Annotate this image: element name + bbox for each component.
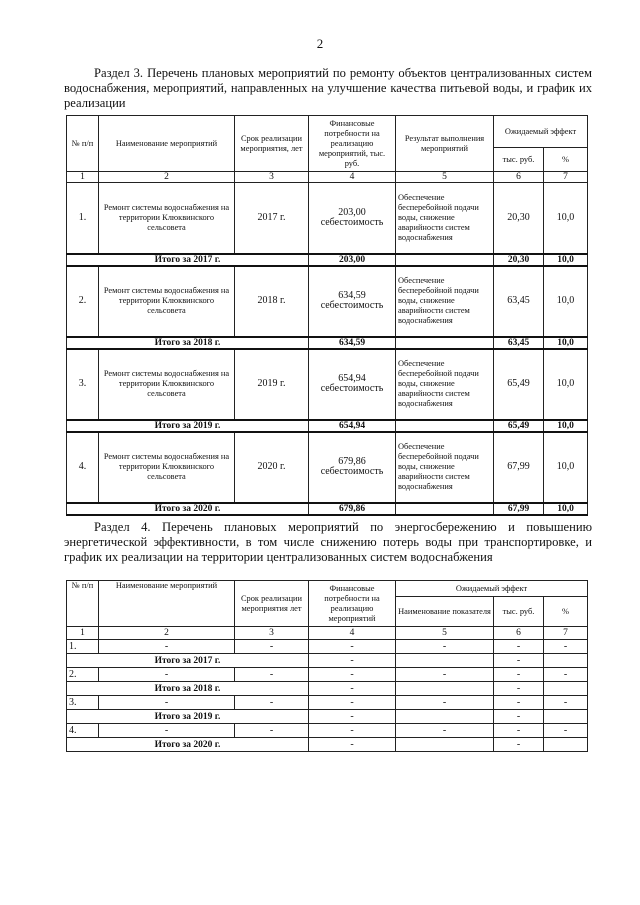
- total-cost: 679,86: [309, 503, 396, 515]
- total-cost: 654,94: [309, 420, 396, 432]
- col-number: 5: [396, 172, 494, 183]
- measure-result: Обеспечение бесперебойной подачи воды, снижение аварийности систем водоснабжения: [396, 432, 494, 503]
- measure-cost: 654,94 себестоимость: [309, 349, 396, 420]
- section3-title: [64, 66, 592, 111]
- section3-title-text: Раздел 3. Перечень плановых мероприятий по ремонту объектов централизованных систем водоснабжения, мероприятий, направленных на улучшение качества питьевой воды, и график их реализации: [64, 66, 592, 110]
- total-cost: -: [309, 738, 396, 752]
- total-blank: [396, 337, 494, 349]
- col-number: 5: [396, 627, 494, 640]
- measure-name: -: [99, 696, 235, 710]
- col-number: 3: [235, 627, 309, 640]
- total-rub: -: [494, 682, 544, 696]
- total-cost: 634,59: [309, 337, 396, 349]
- total-rub: 67,99: [494, 503, 544, 515]
- hdr-num: № п/п: [67, 581, 99, 627]
- page-number: 2: [316, 36, 324, 51]
- total-blank: [396, 682, 494, 696]
- measure-term: -: [235, 640, 309, 654]
- col-number: 7: [544, 172, 588, 183]
- indicator: -: [396, 724, 494, 738]
- measure-cost: -: [309, 668, 396, 682]
- effect-pct: 10,0: [544, 432, 588, 503]
- total-label: Итого за 2019 г.: [67, 710, 309, 724]
- total-pct: [544, 710, 588, 724]
- measure-cost: -: [309, 640, 396, 654]
- total-pct: [544, 654, 588, 668]
- col-number: 6: [494, 172, 544, 183]
- measure-name: -: [99, 668, 235, 682]
- effect-pct: -: [544, 668, 588, 682]
- total-row: [67, 710, 588, 724]
- hdr-effect-pct: %: [544, 597, 588, 627]
- col-number: 2: [99, 172, 235, 183]
- hdr-effect: Ожидаемый эффект: [494, 116, 588, 148]
- table-row: [67, 349, 588, 420]
- measure-year: 2018 г.: [235, 266, 309, 337]
- measure-year: 2020 г.: [235, 432, 309, 503]
- measure-cost: 634,59 себестоимость: [309, 266, 396, 337]
- total-row: [67, 654, 588, 668]
- row-number: 1.: [67, 183, 99, 254]
- measure-term: -: [235, 696, 309, 710]
- total-row: [67, 337, 588, 349]
- row-number: 4.: [67, 432, 99, 503]
- measure-year: 2017 г.: [235, 183, 309, 254]
- total-blank: [396, 710, 494, 724]
- hdr-name: Наименование мероприятий: [99, 581, 235, 627]
- row-number: 4.: [67, 724, 99, 738]
- measure-year: 2019 г.: [235, 349, 309, 420]
- effect-rub: -: [494, 724, 544, 738]
- measure-term: -: [235, 724, 309, 738]
- hdr-term: Срок реализации мероприятия лет: [235, 581, 309, 627]
- effect-pct: 10,0: [544, 266, 588, 337]
- measure-cost: 679,86 себестоимость: [309, 432, 396, 503]
- section4-title: [64, 520, 592, 565]
- total-blank: [396, 738, 494, 752]
- total-row: [67, 738, 588, 752]
- total-cost: -: [309, 682, 396, 696]
- total-label: Итого за 2020 г.: [67, 738, 309, 752]
- total-cost: 203,00: [309, 254, 396, 266]
- table-row: [67, 640, 588, 654]
- hdr-finance: Финансовые потребности на реализацию мероприятий: [309, 581, 396, 627]
- effect-pct: -: [544, 724, 588, 738]
- total-pct: 10,0: [544, 420, 588, 432]
- total-row: [67, 503, 588, 515]
- total-pct: 10,0: [544, 254, 588, 266]
- effect-rub: 20,30: [494, 183, 544, 254]
- measure-name: Ремонт системы водоснабжения на территории Клюквинского сельсовета: [99, 432, 235, 503]
- total-pct: [544, 682, 588, 696]
- col-number: 7: [544, 627, 588, 640]
- table-row: [67, 668, 588, 682]
- effect-rub: 67,99: [494, 432, 544, 503]
- indicator: -: [396, 668, 494, 682]
- total-pct: 10,0: [544, 337, 588, 349]
- total-cost: -: [309, 710, 396, 724]
- measure-name: -: [99, 724, 235, 738]
- col-number: 4: [309, 172, 396, 183]
- effect-pct: -: [544, 640, 588, 654]
- table-row: [67, 266, 588, 337]
- col-number: 1: [67, 172, 99, 183]
- total-label: Итого за 2020 г.: [67, 503, 309, 515]
- total-label: Итого за 2017 г.: [67, 254, 309, 266]
- measure-cost: -: [309, 724, 396, 738]
- indicator: -: [396, 640, 494, 654]
- indicator: -: [396, 696, 494, 710]
- total-row: [67, 254, 588, 266]
- total-label: Итого за 2018 г.: [67, 337, 309, 349]
- effect-rub: 65,49: [494, 349, 544, 420]
- total-blank: [396, 503, 494, 515]
- total-rub: -: [494, 710, 544, 724]
- measure-name: -: [99, 640, 235, 654]
- measure-term: -: [235, 668, 309, 682]
- effect-rub: 63,45: [494, 266, 544, 337]
- total-rub: -: [494, 654, 544, 668]
- measure-result: Обеспечение бесперебойной подачи воды, снижение аварийности систем водоснабжения: [396, 183, 494, 254]
- hdr-result: Результат выполнения мероприятий: [396, 116, 494, 172]
- table-row: [67, 696, 588, 710]
- total-rub: 20,30: [494, 254, 544, 266]
- total-rub: 63,45: [494, 337, 544, 349]
- total-row: [67, 420, 588, 432]
- col-number: 4: [309, 627, 396, 640]
- total-blank: [396, 654, 494, 668]
- total-blank: [396, 420, 494, 432]
- row-number: 3.: [67, 349, 99, 420]
- col-number: 3: [235, 172, 309, 183]
- total-pct: 10,0: [544, 503, 588, 515]
- hdr-term: Срок реализации мероприятия, лет: [235, 116, 309, 172]
- total-pct: [544, 738, 588, 752]
- col-number: 2: [99, 627, 235, 640]
- effect-pct: -: [544, 696, 588, 710]
- table-row: [67, 183, 588, 254]
- effect-pct: 10,0: [544, 183, 588, 254]
- col-number: 1: [67, 627, 99, 640]
- measure-result: Обеспечение бесперебойной подачи воды, снижение аварийности систем водоснабжения: [396, 266, 494, 337]
- hdr-num: № п/п: [67, 116, 99, 172]
- table-row: [67, 724, 588, 738]
- row-number: 3.: [67, 696, 99, 710]
- col-number: 6: [494, 627, 544, 640]
- hdr-effect-pct: %: [544, 148, 588, 172]
- measure-name: Ремонт системы водоснабжения на территории Клюквинского сельсовета: [99, 349, 235, 420]
- hdr-effect-rub: тыс. руб.: [494, 597, 544, 627]
- measure-name: Ремонт системы водоснабжения на территории Клюквинского сельсовета: [99, 266, 235, 337]
- total-row: [67, 682, 588, 696]
- section4-title-text: Раздел 4. Перечень плановых мероприятий по энергосбережению и повышению энергетической эффективности, в том числе снижению потерь воды при транспортировке, и график их реализации на территории централизованных систем водоснабжения: [64, 520, 592, 564]
- total-blank: [396, 254, 494, 266]
- measure-cost: 203,00 себестоимость: [309, 183, 396, 254]
- effect-pct: 10,0: [544, 349, 588, 420]
- total-cost: -: [309, 654, 396, 668]
- effect-rub: -: [494, 696, 544, 710]
- row-number: 1.: [67, 640, 99, 654]
- section3-table: [66, 115, 588, 516]
- row-number: 2.: [67, 668, 99, 682]
- total-label: Итого за 2017 г.: [67, 654, 309, 668]
- effect-rub: -: [494, 668, 544, 682]
- measure-cost: -: [309, 696, 396, 710]
- measure-result: Обеспечение бесперебойной подачи воды, снижение аварийности систем водоснабжения: [396, 349, 494, 420]
- hdr-finance: Финансовые потребности на реализацию мероприятий, тыс. руб.: [309, 116, 396, 172]
- measure-name: Ремонт системы водоснабжения на территории Клюквинского сельсовета: [99, 183, 235, 254]
- table-row: [67, 432, 588, 503]
- hdr-effect-rub: тыс. руб.: [494, 148, 544, 172]
- row-number: 2.: [67, 266, 99, 337]
- hdr-name: Наименование мероприятий: [99, 116, 235, 172]
- hdr-indicator: Наименование показателя: [396, 597, 494, 627]
- total-label: Итого за 2019 г.: [67, 420, 309, 432]
- total-label: Итого за 2018 г.: [67, 682, 309, 696]
- hdr-effect: Ожидаемый эффект: [396, 581, 588, 597]
- section4-table: [66, 580, 588, 752]
- total-rub: 65,49: [494, 420, 544, 432]
- effect-rub: -: [494, 640, 544, 654]
- total-rub: -: [494, 738, 544, 752]
